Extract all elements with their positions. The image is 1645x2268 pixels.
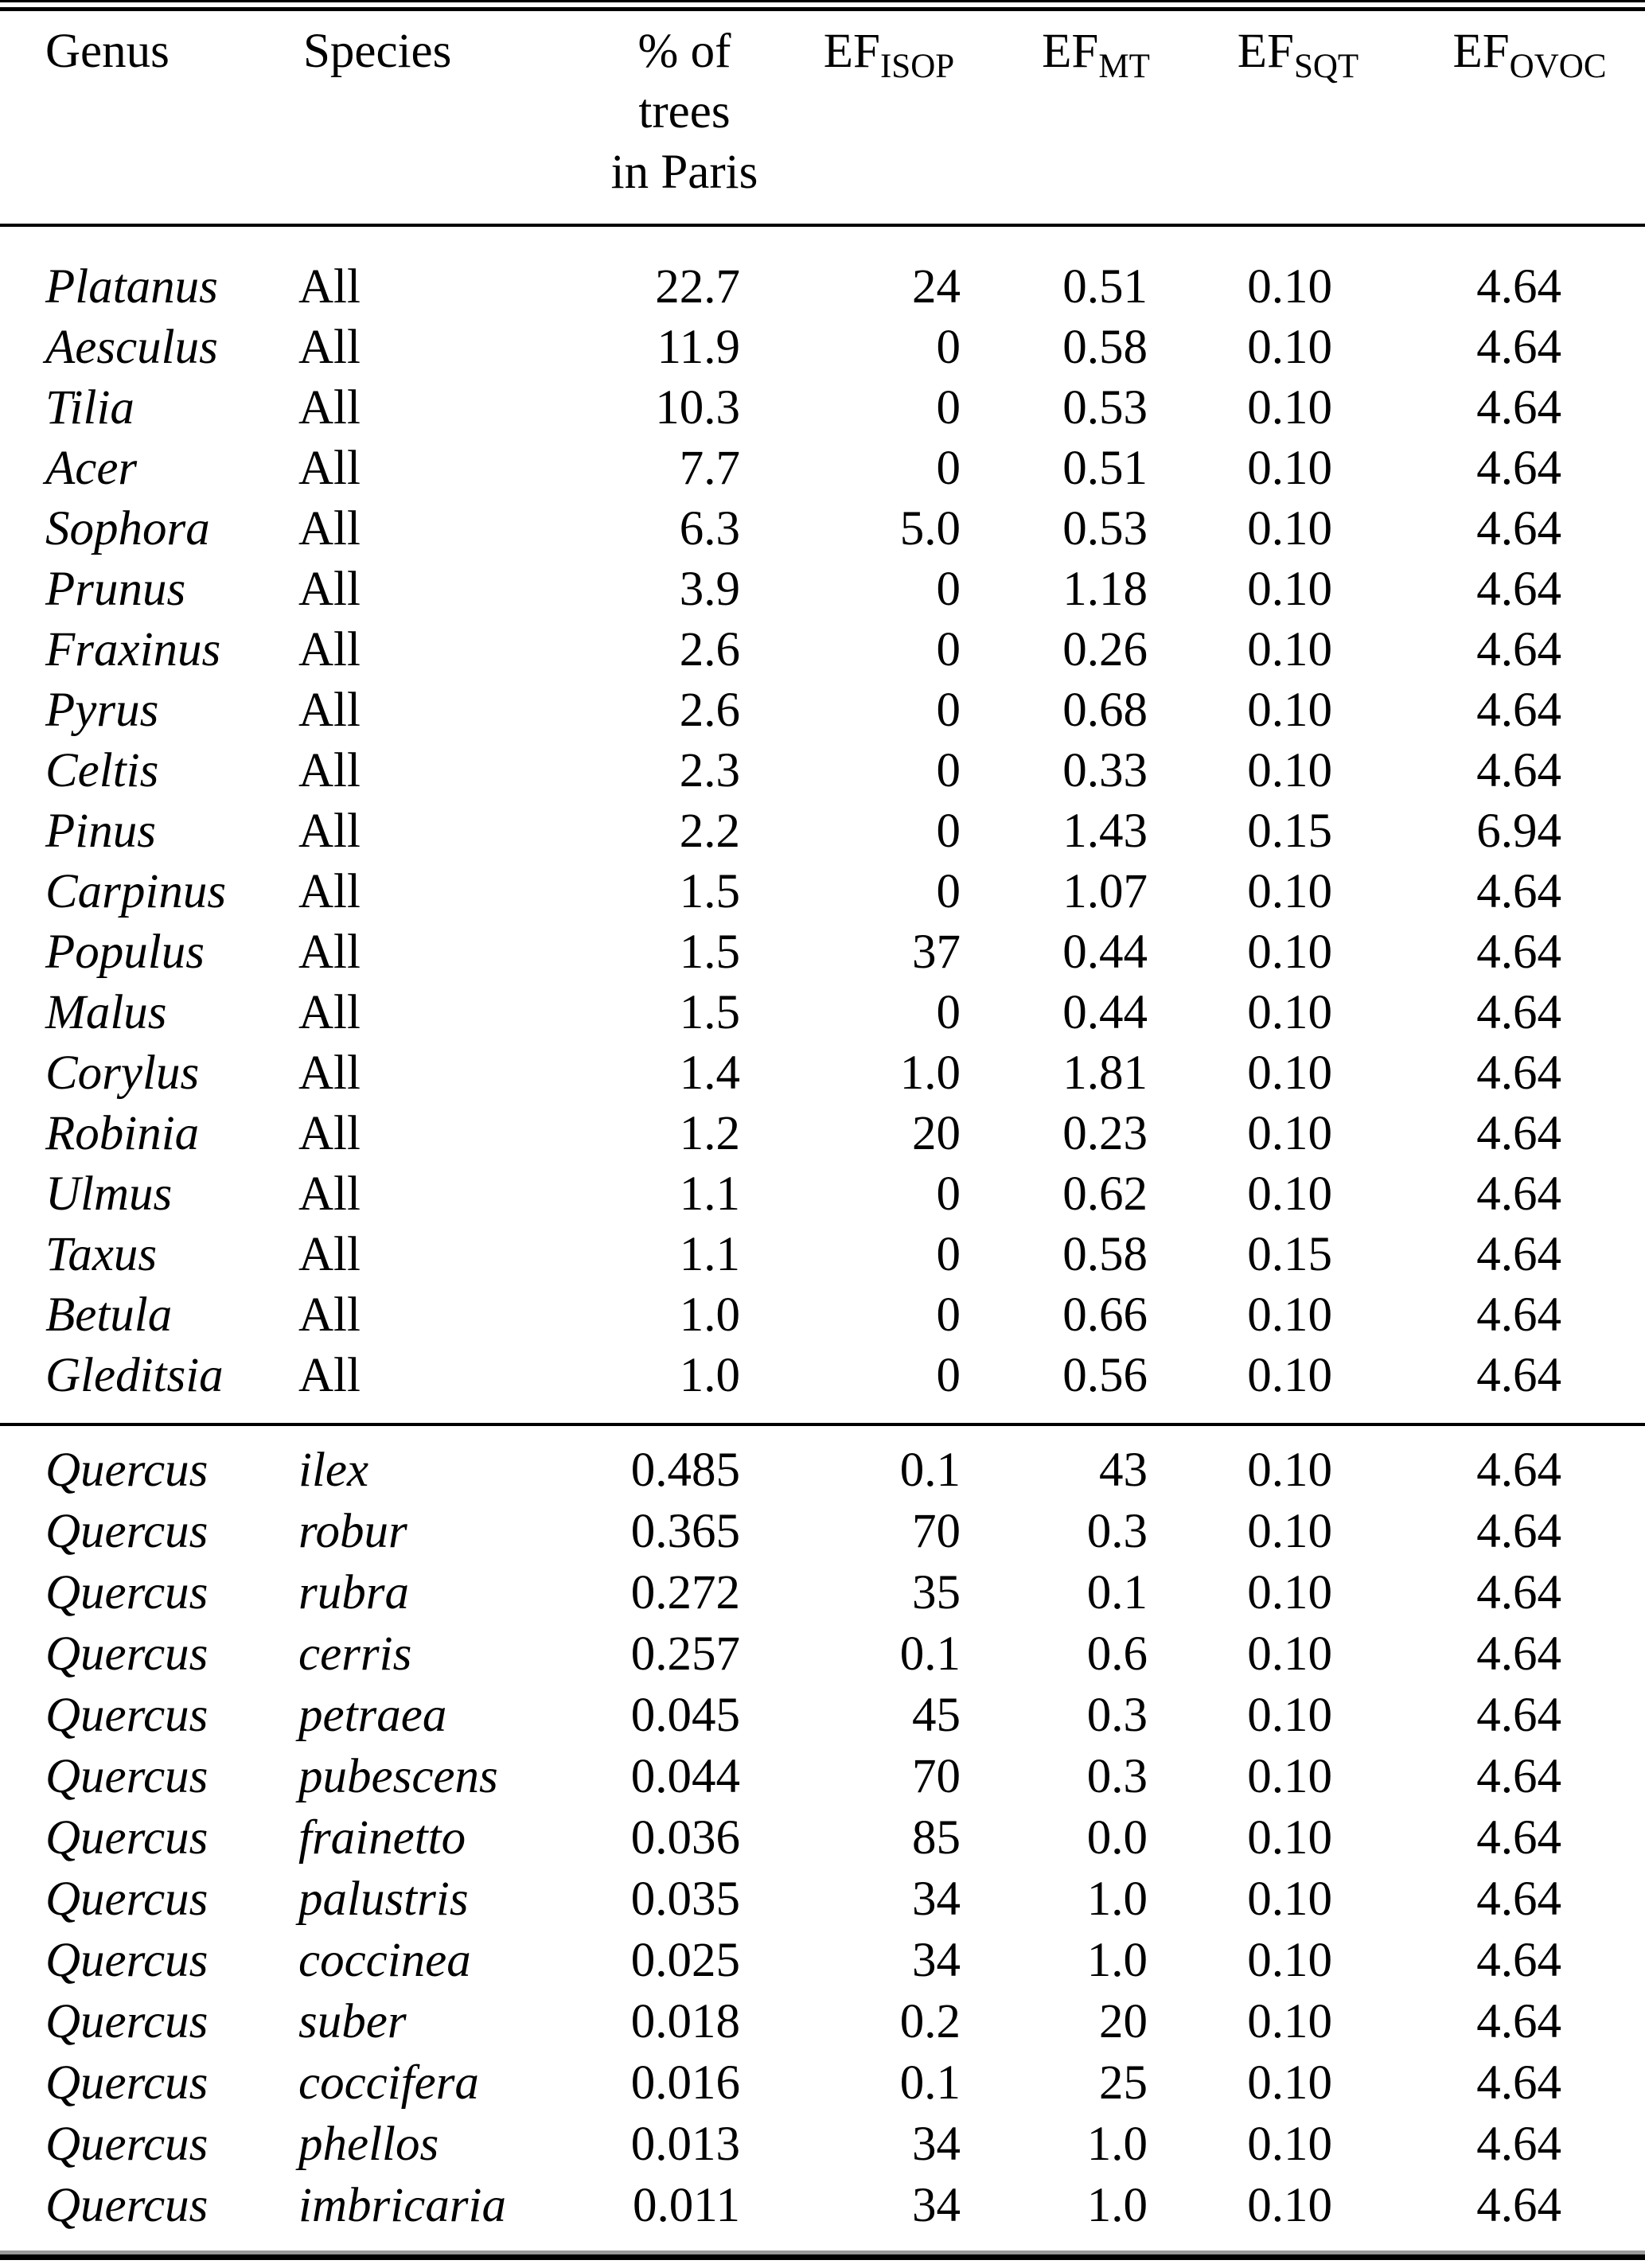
ef-ovoc-cell: 4.64 [1476,1749,1561,1803]
genus-cell: Sophora [45,502,210,555]
pct-trees-cell: 0.365 [630,1504,740,1558]
ef-sqt-cell: 0.10 [1247,1994,1332,2048]
pct-trees-cell: 0.045 [630,1688,740,1742]
species-cell: rubra [298,1565,409,1619]
genus-cell: Aesculus [45,321,218,374]
ef-mt-cell: 0.0 [1086,1810,1148,1865]
ef-isop-cell: 34 [912,1872,961,1926]
ef-sqt-cell: 0.10 [1247,684,1332,737]
ef-ovoc-cell: 4.64 [1476,684,1561,737]
ef-ovoc-cell: 4.64 [1476,1107,1561,1160]
pct-trees-cell: 2.6 [679,684,740,737]
table-row [0,1285,1645,1346]
species-cell: cerris [298,1627,412,1681]
pct-trees-cell: 0.272 [630,1565,740,1619]
ef-sqt-cell: 0.10 [1247,1504,1332,1558]
ef-isop-cell: 0 [936,1228,961,1281]
species-cell: All [298,1167,361,1221]
ef-sqt-subscript: SQT [1293,48,1359,86]
ef-sqt-cell: 0.10 [1247,1872,1332,1926]
species-cell: All [298,1288,361,1342]
genus-cell: Quercus [45,2178,209,2232]
table-row [0,1869,1645,1930]
ef-mt-cell: 1.0 [1086,1933,1148,1987]
ef-mt-cell: 0.56 [1062,1349,1148,1402]
pct-trees-cell: 1.2 [679,1107,740,1160]
table-row [0,741,1645,801]
ef-ovoc-cell: 4.64 [1476,1167,1561,1221]
table-row [0,1440,1645,1501]
ef-sqt-cell: 0.10 [1247,986,1332,1039]
col-header-species: Species [303,25,452,78]
genus-rows-section [0,227,1645,1406]
col-header-pct-of-trees-in-paris [593,21,776,203]
ef-ovoc-cell: 4.64 [1476,2056,1561,2110]
table-row [0,620,1645,680]
ef-mt-cell: 0.58 [1062,321,1148,374]
genus-cell: Quercus [45,1504,209,1558]
genus-cell: Malus [45,986,167,1039]
ef-isop-cell: 0 [936,986,961,1039]
ef-isop-cell: 45 [912,1688,961,1742]
ef-sqt-cell: 0.10 [1247,502,1332,555]
ef-mt-cell: 1.43 [1062,805,1148,858]
ef-sqt-cell: 0.10 [1247,1046,1332,1100]
table-row [0,559,1645,620]
species-cell: All [298,744,361,797]
ef-ovoc-cell: 4.64 [1476,442,1561,495]
ef-ovoc-cell: 4.64 [1476,744,1561,797]
genus-cell: Quercus [45,1810,209,1865]
pct-trees-cell: 2.6 [679,623,740,676]
ef-mt-cell: 0.3 [1086,1688,1148,1742]
ef-ovoc-cell: 4.64 [1476,986,1561,1039]
pct-trees-cell: 0.257 [630,1627,740,1681]
species-cell: All [298,502,361,555]
pct-trees-cell: 0.485 [630,1443,740,1497]
pct-trees-cell: 10.3 [655,381,740,435]
table-row [0,1930,1645,1991]
species-cell: All [298,260,361,314]
ef-mt-cell: 0.3 [1086,1749,1148,1803]
pct-trees-cell: 0.035 [630,1872,740,1926]
genus-cell: Betula [45,1288,173,1342]
ef-mt-subscript: MT [1098,48,1150,86]
species-cell: pubescens [298,1749,498,1803]
table-row [0,2052,1645,2114]
ef-sqt-cell: 0.10 [1247,1749,1332,1803]
pct-trees-cell: 1.0 [679,1288,740,1342]
ef-mt-cell: 0.3 [1086,1504,1148,1558]
table-row [0,1104,1645,1164]
ef-ovoc-subscript: OVOC [1509,48,1607,86]
ef-ovoc-cell: 4.64 [1476,1933,1561,1987]
pct-trees-cell: 1.4 [679,1046,740,1100]
species-cell: All [298,926,361,979]
ef-ovoc-cell: 4.64 [1476,1443,1561,1497]
genus-cell: Quercus [45,1933,209,1987]
pct-trees-cell: 0.016 [630,2056,740,2110]
genus-cell: Quercus [45,1565,209,1619]
ef-isop-cell: 0 [936,563,961,616]
ef-sqt-cell: 0.10 [1247,563,1332,616]
ef-mt-cell: 0.44 [1062,986,1148,1039]
ef-mt-cell: 0.53 [1062,502,1148,555]
species-cell: All [298,684,361,737]
table-row [0,2175,1645,2236]
table-row [0,1562,1645,1623]
ef-ovoc-cell: 4.64 [1476,2117,1561,2171]
pct-trees-cell: 22.7 [655,260,740,314]
table-row [0,438,1645,499]
ef-isop-cell: 0 [936,321,961,374]
ef-sqt-cell: 0.10 [1247,2178,1332,2232]
ef-isop-base: EF [823,25,880,78]
pct-trees-cell: 1.0 [679,1349,740,1402]
ef-isop-cell: 34 [912,1933,961,1987]
genus-cell: Populus [45,926,205,979]
pct-trees-cell: 2.3 [679,744,740,797]
ef-isop-cell: 85 [912,1810,961,1865]
ef-isop-cell: 1.0 [899,1046,961,1100]
ef-ovoc-cell: 4.64 [1476,1228,1561,1281]
genus-cell: Carpinus [45,865,227,918]
species-cell: suber [298,1994,407,2048]
ef-mt-cell: 1.07 [1062,865,1148,918]
genus-cell: Fraxinus [45,623,221,676]
ef-ovoc-cell: 4.64 [1476,865,1561,918]
ef-ovoc-base: EF [1452,25,1510,78]
genus-cell: Pinus [45,805,156,858]
ef-sqt-cell: 0.10 [1247,623,1332,676]
species-cell: All [298,563,361,616]
table-row [0,680,1645,741]
ef-ovoc-cell: 4.64 [1476,563,1561,616]
ef-isop-cell: 0 [936,1167,961,1221]
genus-cell: Quercus [45,1749,209,1803]
genus-cell: Robinia [45,1107,200,1160]
ef-mt-cell: 0.68 [1062,684,1148,737]
pct-trees-cell: 6.3 [679,502,740,555]
ef-sqt-cell: 0.10 [1247,1627,1332,1681]
table-row [0,1746,1645,1807]
ef-sqt-cell: 0.10 [1247,1443,1332,1497]
ef-sqt-cell: 0.10 [1247,1107,1332,1160]
genus-cell: Prunus [45,563,186,616]
table-row [0,922,1645,983]
ef-ovoc-cell: 4.64 [1476,381,1561,435]
ef-mt-cell: 0.1 [1086,1565,1148,1619]
table-row [0,1623,1645,1685]
genus-cell: Pyrus [45,684,159,737]
genus-cell: Tilia [45,381,134,435]
ef-mt-cell: 1.18 [1062,563,1148,616]
ef-isop-cell: 70 [912,1504,961,1558]
ef-ovoc-cell: 4.64 [1476,260,1561,314]
pct-trees-cell: 2.2 [679,805,740,858]
ef-isop-cell: 0.1 [899,1443,961,1497]
ef-ovoc-cell: 4.64 [1476,502,1561,555]
table-row [0,1346,1645,1406]
ef-ovoc-cell: 4.64 [1476,1349,1561,1402]
genus-cell: Quercus [45,1994,209,2048]
ef-isop-cell: 24 [912,260,961,314]
pct-trees-cell: 11.9 [657,321,740,374]
ef-isop-cell: 0 [936,744,961,797]
ef-sqt-cell: 0.15 [1247,805,1332,858]
pct-trees-cell: 0.018 [630,1994,740,2048]
col-header-genus: Genus [45,25,170,78]
ef-mt-cell: 20 [1099,1994,1148,2048]
ef-sqt-cell: 0.10 [1247,2117,1332,2171]
ef-sqt-cell: 0.10 [1247,744,1332,797]
ef-mt-cell: 43 [1099,1443,1148,1497]
ef-ovoc-cell: 4.64 [1476,1688,1561,1742]
table-row [0,257,1645,318]
pct-trees-cell: 0.013 [630,2117,740,2171]
table-row [0,1991,1645,2052]
species-cell: All [298,805,361,858]
ef-mt-cell: 0.6 [1086,1627,1148,1681]
pct-trees-cell: 0.044 [630,1749,740,1803]
species-cell: coccifera [298,2056,479,2110]
species-cell: imbricaria [298,2178,506,2232]
genus-cell: Gleditsia [45,1349,224,1402]
ef-sqt-cell: 0.10 [1247,1810,1332,1865]
table-row [0,1164,1645,1225]
ef-mt-cell: 25 [1099,2056,1148,2110]
species-cell: All [298,1228,361,1281]
genus-cell: Acer [45,442,138,495]
ef-ovoc-cell: 4.64 [1476,926,1561,979]
table-row [0,1685,1645,1746]
ef-sqt-cell: 0.10 [1247,1167,1332,1221]
ef-ovoc-cell: 4.64 [1476,1627,1561,1681]
genus-cell: Quercus [45,1627,209,1681]
ef-mt-cell: 0.62 [1062,1167,1148,1221]
ef-ovoc-cell: 6.94 [1476,805,1561,858]
ef-isop-cell: 70 [912,1749,961,1803]
ef-isop-cell: 0 [936,1288,961,1342]
ef-ovoc-cell: 4.64 [1476,1504,1561,1558]
pct-header-line-1: % of [637,25,731,78]
ef-sqt-cell: 0.10 [1247,1688,1332,1742]
table-row [0,2114,1645,2175]
ef-mt-cell: 0.26 [1062,623,1148,676]
ef-sqt-cell: 0.10 [1247,1565,1332,1619]
table-row [0,862,1645,922]
ef-ovoc-cell: 4.64 [1476,1810,1561,1865]
genus-cell: Quercus [45,1443,209,1497]
ef-ovoc-cell: 4.64 [1476,623,1561,676]
genus-cell: Taxus [45,1228,158,1281]
ef-ovoc-cell: 4.64 [1476,1565,1561,1619]
ef-isop-cell: 0.2 [899,1994,961,2048]
ef-isop-cell: 37 [912,926,961,979]
pct-trees-cell: 1.5 [679,986,740,1039]
table-row [0,801,1645,862]
ef-isop-cell: 34 [912,2178,961,2232]
ef-mt-cell: 1.0 [1086,2178,1148,2232]
genus-cell: Quercus [45,1688,209,1742]
quercus-rows-section [0,1426,1645,2236]
ef-sqt-cell: 0.10 [1247,321,1332,374]
table-header-row [0,11,1645,224]
ef-isop-subscript: ISOP [879,48,955,86]
col-header-ef-sqt [1171,21,1425,86]
ef-sqt-cell: 0.10 [1247,1349,1332,1402]
ef-ovoc-cell: 4.64 [1476,2178,1561,2232]
pct-trees-cell: 0.025 [630,1933,740,1987]
ef-isop-cell: 35 [912,1565,961,1619]
genus-cell: Quercus [45,1872,209,1926]
ef-mt-cell: 0.53 [1062,381,1148,435]
table-row [0,1225,1645,1285]
genus-cell: Corylus [45,1046,200,1100]
ef-mt-base: EF [1042,25,1099,78]
table-row [0,318,1645,378]
ef-sqt-cell: 0.10 [1247,1933,1332,1987]
table-row [0,1807,1645,1869]
bottom-rule-inner [0,2254,1645,2260]
ef-isop-cell: 0.1 [899,1627,961,1681]
species-cell: coccinea [298,1933,471,1987]
species-cell: robur [298,1504,407,1558]
pct-trees-cell: 0.036 [630,1810,740,1865]
ef-mt-cell: 0.51 [1062,442,1148,495]
ef-mt-cell: 0.44 [1062,926,1148,979]
ef-mt-cell: 1.0 [1086,2117,1148,2171]
species-cell: All [298,986,361,1039]
ef-isop-cell: 5.0 [899,502,961,555]
ef-sqt-cell: 0.10 [1247,865,1332,918]
top-rule-outer [0,0,1645,2]
ef-mt-cell: 1.0 [1086,1872,1148,1926]
species-cell: All [298,1349,361,1402]
ef-isop-cell: 20 [912,1107,961,1160]
ef-isop-cell: 0 [936,805,961,858]
table-row [0,1043,1645,1104]
genus-cell: Quercus [45,2117,209,2171]
species-cell: ilex [298,1443,369,1497]
ef-mt-cell: 0.66 [1062,1288,1148,1342]
ef-isop-cell: 0 [936,623,961,676]
species-cell: All [298,442,361,495]
ef-ovoc-cell: 4.64 [1476,1872,1561,1926]
ef-sqt-cell: 0.15 [1247,1228,1332,1281]
ef-sqt-cell: 0.10 [1247,2056,1332,2110]
ef-sqt-cell: 0.10 [1247,442,1332,495]
pct-trees-cell: 1.5 [679,926,740,979]
pct-header-line-2: trees [638,85,731,138]
genus-cell: Quercus [45,2056,209,2110]
ef-mt-cell: 0.51 [1062,260,1148,314]
pct-trees-cell: 1.1 [679,1167,740,1221]
ef-isop-cell: 34 [912,2117,961,2171]
ef-sqt-cell: 0.10 [1247,926,1332,979]
table-row [0,499,1645,559]
genus-cell: Platanus [45,260,218,314]
ef-sqt-cell: 0.10 [1247,260,1332,314]
ef-isop-cell: 0 [936,684,961,737]
ef-mt-cell: 0.58 [1062,1228,1148,1281]
species-cell: frainetto [298,1810,466,1865]
species-cell: All [298,1046,361,1100]
ef-mt-cell: 1.81 [1062,1046,1148,1100]
pct-trees-cell: 1.1 [679,1228,740,1281]
pct-header-line-3: in Paris [610,146,758,199]
pct-trees-cell: 1.5 [679,865,740,918]
table-row [0,378,1645,438]
ef-ovoc-cell: 4.64 [1476,1046,1561,1100]
ef-sqt-cell: 0.10 [1247,1288,1332,1342]
species-cell: All [298,1107,361,1160]
ef-mt-cell: 0.23 [1062,1107,1148,1160]
species-cell: All [298,865,361,918]
ef-ovoc-cell: 4.64 [1476,1288,1561,1342]
ef-isop-cell: 0 [936,442,961,495]
pct-trees-cell: 7.7 [679,442,740,495]
genus-cell: Celtis [45,744,159,797]
species-cell: All [298,321,361,374]
ef-isop-cell: 0 [936,865,961,918]
ef-sqt-base: EF [1237,25,1294,78]
ef-isop-cell: 0.1 [899,2056,961,2110]
genus-cell: Ulmus [45,1167,173,1221]
table-row [0,1501,1645,1562]
ef-isop-cell: 0 [936,381,961,435]
ef-mt-cell: 0.33 [1062,744,1148,797]
ef-isop-cell: 0 [936,1349,961,1402]
species-cell: phellos [298,2117,439,2171]
species-cell: palustris [298,1872,469,1926]
ef-sqt-cell: 0.10 [1247,381,1332,435]
col-header-ef-ovoc [1402,21,1645,86]
species-cell: All [298,623,361,676]
pct-trees-cell: 3.9 [679,563,740,616]
species-cell: petraea [298,1688,447,1742]
pct-trees-cell: 0.011 [633,2178,740,2232]
ef-ovoc-cell: 4.64 [1476,321,1561,374]
table-row [0,983,1645,1043]
ef-ovoc-cell: 4.64 [1476,1994,1561,2048]
species-cell: All [298,381,361,435]
